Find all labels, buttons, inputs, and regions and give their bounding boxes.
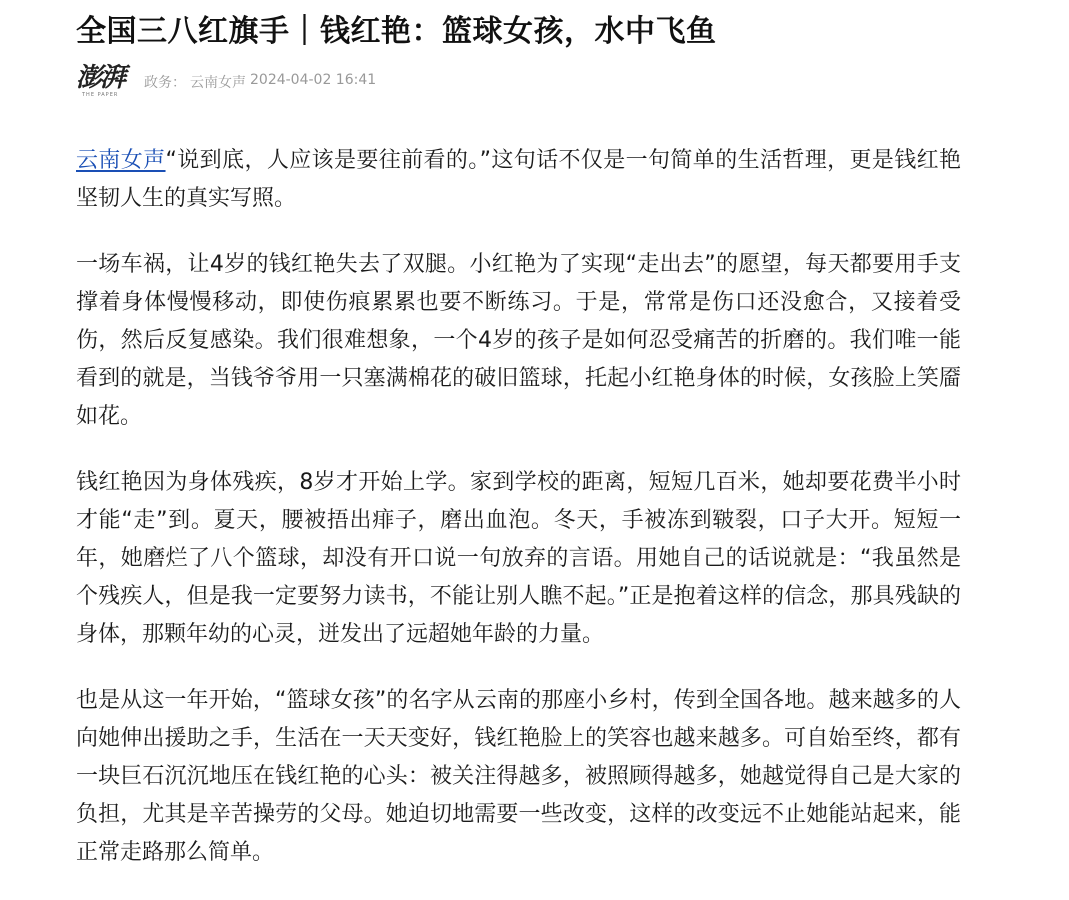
logo-text: 澎湃	[76, 63, 125, 93]
article-content	[76, 142, 961, 872]
meta-datetime: 2024-04-02 16:41	[250, 72, 377, 88]
article	[76, 10, 961, 900]
source-link[interactable]: 云南女声	[76, 148, 166, 173]
paragraph-2: 钱红艳因为身体残疾，8岁才开始上学。家到学校的距离，短短几百米，她却要花费半小时才能“走”到。夏天，腰被捂出痱子，磨出血泡。冬天，手被冻到皲裂，口子大开。短短一年，她磨烂了八个篮球，却没有开口说一句放弃的言语。用她自己的话说就是：“我虽然是个残疾人，但是我一定要努力读书，不能让别人瞧不起。”正是抱着这样的信念，那具残缺的身体，那颗年幼的心灵，迸发出了远超她年龄的力量。	[76, 470, 962, 647]
logo-subtext: THE PAPER	[82, 92, 119, 98]
article-meta	[76, 62, 961, 102]
paragraph-1: 一场车祸，让4岁的钱红艳失去了双腿。小红艳为了实现“走出去”的愿望，每天都要用手支撑着身体慢慢移动，即使伤痕累累也要不断练习。于是，常常是伤口还没愈合，又接着受伤，然后反复感染。我们很难想象，一个4岁的孩子是如何忍受痛苦的折磨的。我们唯一能看到的就是，当钱爷爷用一只塞满棉花的破旧篮球，托起小红艳身体的时候，女孩脸上笑靥如花。	[76, 252, 962, 429]
meta-info	[144, 72, 376, 92]
thepaper-logo-icon	[76, 64, 132, 100]
meta-category: 政务：	[144, 75, 186, 91]
meta-source: 云南女声	[190, 75, 246, 91]
article-title: 全国三八红旗手｜钱红艳：篮球女孩，水中飞鱼	[76, 14, 717, 49]
lead-paragraph	[76, 142, 961, 218]
lead-text: “说到底，人应该是要往前看的。”这句话不仅是一句简单的生活哲理，更是钱红艳坚韧人生的真实写照。	[76, 148, 961, 211]
paragraph-3: 也是从这一年开始，“篮球女孩”的名字从云南的那座小乡村，传到全国各地。越来越多的人向她伸出援助之手，生活在一天天变好，钱红艳脸上的笑容也越来越多。可自始至终，都有一块巨石沉沉地压在钱红艳的心头：被关注得越多，被照顾得越多，她越觉得自己是大家的负担，尤其是辛苦操劳的父母。她迫切地需要一些改变，这样的改变远不止她能站起来，能正常走路那么简单。	[76, 688, 961, 865]
